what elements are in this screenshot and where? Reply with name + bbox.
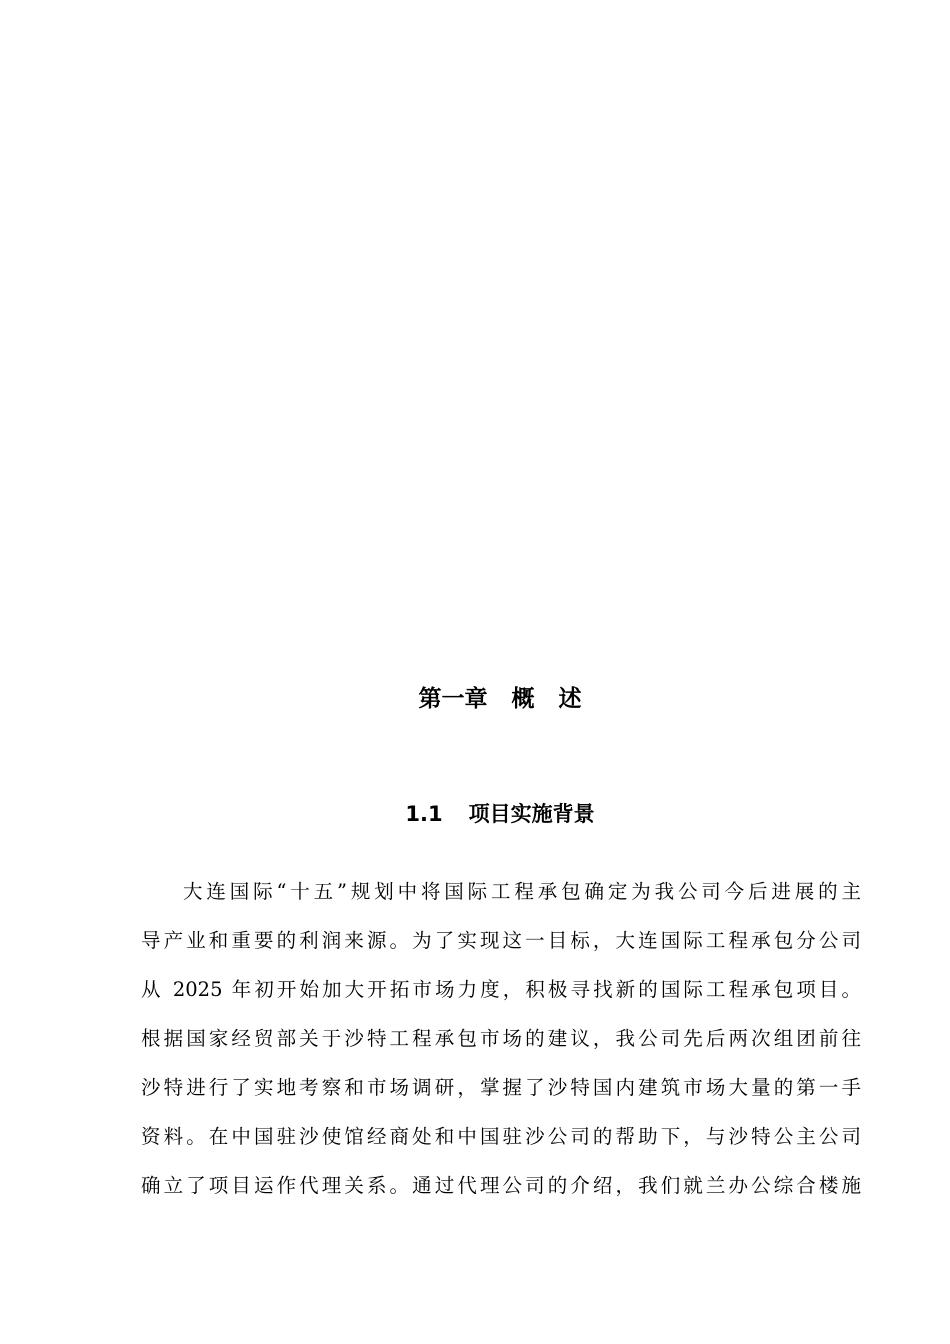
paragraph-line: 根据国家经贸部关于沙特工程承包市场的建议，我公司先后两次组团前往 xyxy=(141,1027,861,1050)
section-number: 1.1 xyxy=(405,802,443,826)
paragraph-line: 确立了项目运作代理关系。通过代理公司的介绍，我们就兰办公综合楼施 xyxy=(141,1174,861,1197)
section-heading xyxy=(0,798,950,830)
paragraph-line: 导产业和重要的利润来源。为了实现这一目标，大连国际工程承包分公司 xyxy=(141,929,861,952)
paragraph-line: 大连国际“十五”规划中将国际工程承包确定为我公司今后进展的主 xyxy=(183,880,861,903)
paragraph-line: 沙特进行了实地考察和市场调研，掌握了沙特国内建筑市场大量的第一手 xyxy=(141,1076,861,1099)
section-title: 项目实施背景 xyxy=(468,802,595,826)
chapter-title: 第一章 概 述 xyxy=(418,686,582,712)
body-paragraph xyxy=(141,872,861,1215)
paragraph-line: 资料。在中国驻沙使馆经商处和中国驻沙公司的帮助下，与沙特公主公司 xyxy=(141,1125,861,1148)
paragraph-line: 从 2025 年初开始加大开拓市场力度，积极寻找新的国际工程承包项目。 xyxy=(141,978,861,1001)
